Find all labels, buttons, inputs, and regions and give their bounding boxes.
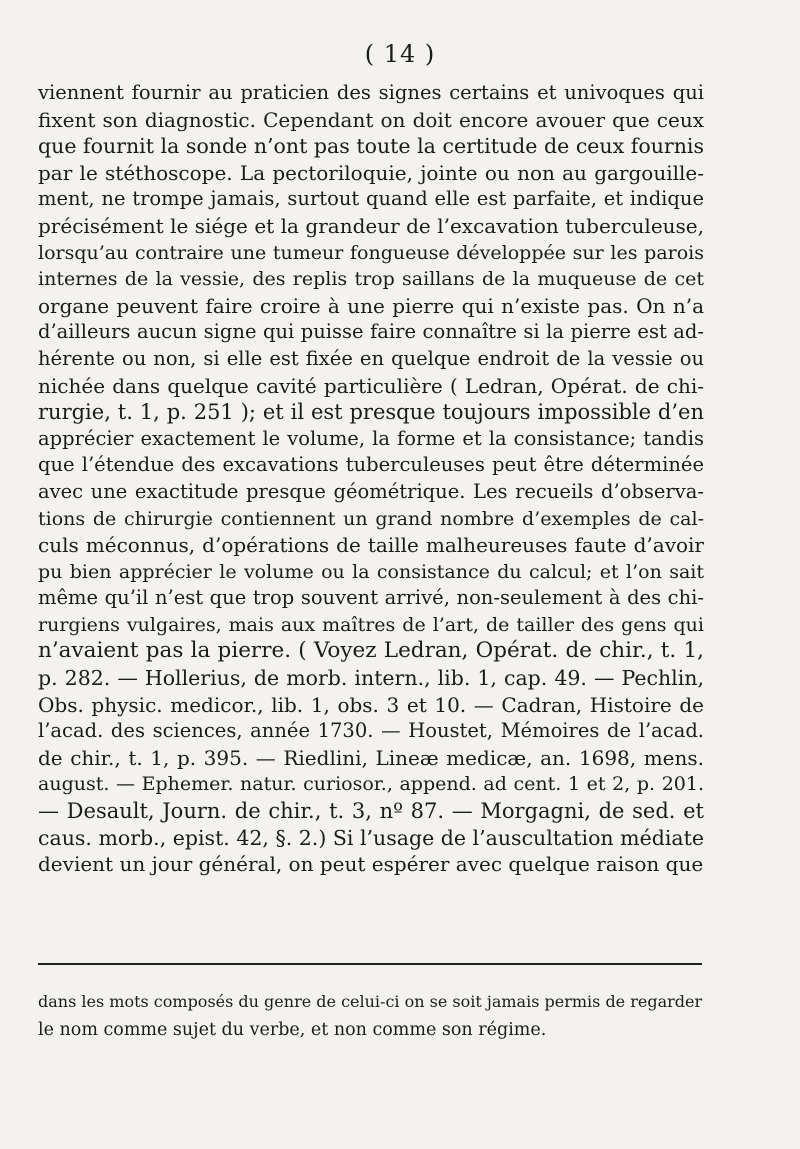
text-line: l’acad. des sciences, année 1730. — Houstet, Mémoires de l’acad. bbox=[38, 719, 704, 743]
text-line: par le stéthoscope. La pectoriloquie, jointe ou non au gargouille- bbox=[38, 160, 704, 185]
text-line: — Desault, Journ. de chir., t. 3, nº 87. — Morgagni, de sed. et bbox=[38, 799, 704, 824]
text-line: p. 282. — Hollerius, de morb. intern., lib. 1, cap. 49. — Pechlin, bbox=[38, 666, 704, 691]
text-line: august. — Ephemer. natur. curiosor., append. ad cent. 1 et 2, p. 201. bbox=[38, 773, 704, 796]
text-line: que fournit la sonde n’ont pas toute la certitude de ceux fournis bbox=[38, 134, 704, 159]
page-number: ( 14 ) bbox=[364, 40, 436, 68]
text-line: n’avaient pas la pierre. ( Voyez Ledran, Opérat. de chir., t. 1, bbox=[38, 638, 704, 664]
text-line: Obs. physic. medicor., lib. 1, obs. 3 et 10. — Cadran, Histoire de bbox=[38, 692, 704, 717]
text-line: pu bien apprécier le volume ou la consistance du calcul; et l’on sait bbox=[38, 560, 704, 583]
text-line: culs méconnus, d’opérations de taille malheureuses faute d’avoir bbox=[38, 533, 704, 558]
text-line: ment, ne trompe jamais, surtout quand elle est parfaite, et indique bbox=[38, 187, 704, 211]
text-line: même qu’il n’est que trop souvent arrivé, non-seulement à des chi- bbox=[38, 586, 704, 610]
text-line: que l’étendue des excavations tuberculeuses peut être déterminée bbox=[38, 453, 704, 477]
text-line: organe peuvent faire croire à une pierre qui n’existe pas. On n’a bbox=[38, 293, 704, 318]
text-line: hérente ou non, si elle est fixée en quelque endroit de la vessie ou bbox=[38, 346, 704, 370]
text-line: de chir., t. 1, p. 395. — Riedlini, Lineæ medicæ, an. 1698, mens. bbox=[38, 745, 704, 770]
text-line: devient un jour général, on peut espérer avec quelque raison que bbox=[38, 852, 704, 877]
footnote bbox=[38, 988, 702, 1044]
text-line: nichée dans quelque cavité particulière ( Ledran, Opérat. de chi- bbox=[38, 373, 704, 398]
text-line: rurgie, t. 1, p. 251 ); et il est presque toujours impossible d’en bbox=[38, 400, 704, 425]
text-line: précisément le siége et la grandeur de l’excavation tuberculeuse, bbox=[38, 213, 704, 238]
text-line: viennent fournir au praticien des signes certains et univoques qui bbox=[38, 81, 704, 104]
text-line: internes de la vessie, des replis trop saillans de la muqueuse de cet bbox=[38, 268, 704, 291]
footnote-line: le nom comme sujet du verbe, et non comme son régime. bbox=[38, 1020, 547, 1040]
text-line: rurgiens vulgaires, mais aux maîtres de l’art, de tailler des gens qui bbox=[38, 613, 704, 636]
footnote-rule bbox=[38, 963, 702, 965]
text-line: caus. morb., epist. 42, §. 2.) Si l’usage de l’auscultation médiate bbox=[38, 825, 704, 850]
text-line: d’ailleurs aucun signe qui puisse faire connaître si la pierre est ad- bbox=[38, 320, 704, 344]
body-text bbox=[38, 80, 704, 878]
text-line: tions de chirurgie contiennent un grand nombre d’exemples de cal- bbox=[38, 507, 704, 530]
text-line: lorsqu’au contraire une tumeur fongueuse développée sur les parois bbox=[38, 241, 704, 264]
text-line: fixent son diagnostic. Cependant on doit encore avouer que ceux bbox=[38, 107, 704, 132]
footnote-line: dans les mots composés du genre de celui-ci on se soit jamais permis de regarder bbox=[38, 992, 703, 1011]
text-line: apprécier exactement le volume, la forme et la consistance; tandis bbox=[38, 426, 704, 450]
text-line: avec une exactitude presque géométrique. Les recueils d’observa- bbox=[38, 479, 704, 503]
